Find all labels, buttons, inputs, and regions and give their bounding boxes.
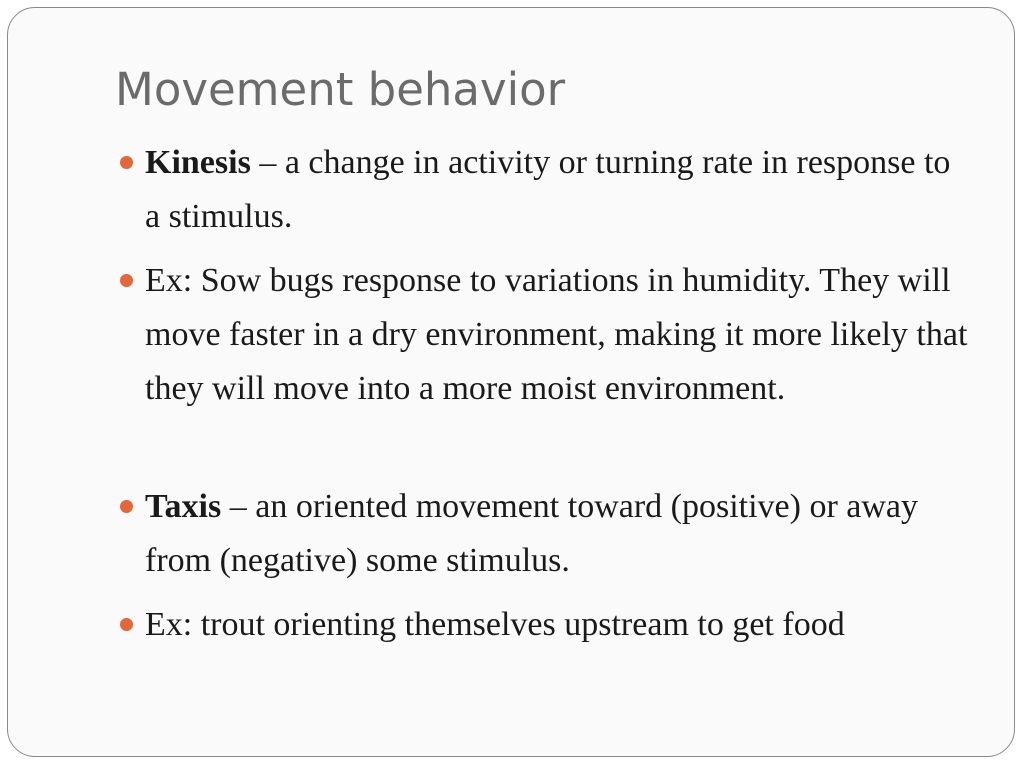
slide-title: Movement behavior <box>115 63 566 116</box>
bullet-item-kinesis-example <box>118 254 968 416</box>
bullet-item-taxis-example <box>118 598 968 652</box>
term-taxis: Taxis <box>145 488 222 525</box>
bullet-text-kinesis-example: Ex: Sow bugs response to variations in humidity. They will move faster in a dry environment, making it more likely that they will move into a more moist environment. <box>145 262 968 407</box>
bullet-icon <box>120 274 133 287</box>
slide <box>7 7 1015 757</box>
bullet-item-taxis <box>118 480 968 588</box>
bullet-text-taxis-example: Ex: trout orienting themselves upstream to get food <box>145 606 845 643</box>
bullet-list <box>118 136 968 652</box>
bullet-icon <box>120 618 133 631</box>
bullet-item-kinesis <box>118 136 968 244</box>
bullet-icon <box>120 156 133 169</box>
bullet-text-kinesis: – a change in activity or turning rate in response to a stimulus. <box>145 144 951 235</box>
term-kinesis: Kinesis <box>145 144 251 181</box>
bullet-text-taxis: – an oriented movement toward (positive) or away from (negative) some stimulus. <box>145 488 919 579</box>
bullet-icon <box>120 500 133 513</box>
